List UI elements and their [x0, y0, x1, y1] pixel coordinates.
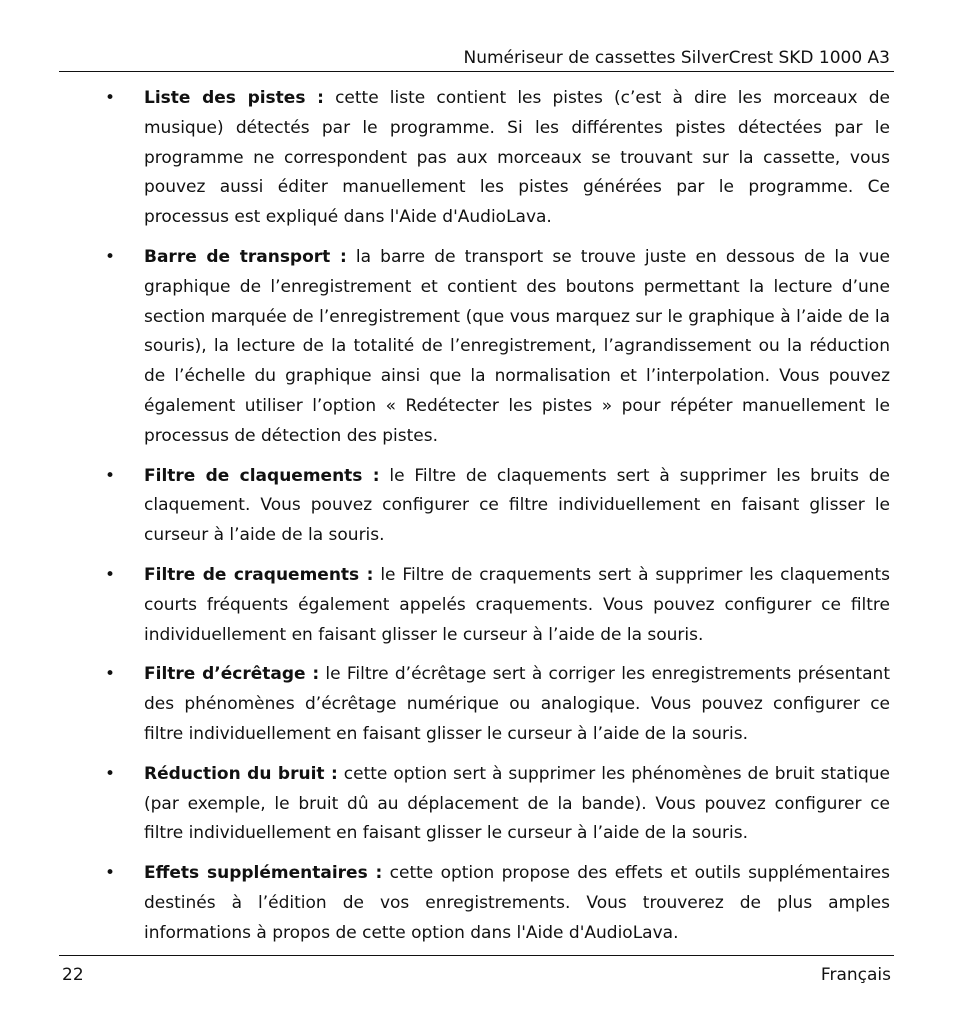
item-text [144, 84, 890, 233]
item-term: Filtre de craquements : [144, 564, 374, 585]
item-text [144, 760, 890, 849]
item-description: cette liste contient les pistes (c’est à dire les morceaux de musique) détectés par le programme. Si les différentes pistes détectées par le programme ne correspondent pas aux morceaux se trouvant sur la cassette, vous pouvez aussi éditer manuellement les pistes générées par le programme. Ce processus est expliqué dans l'Aide d'AudioLava. [144, 88, 890, 228]
item-term: Filtre d’écrêtage : [144, 664, 320, 685]
bullet-marker: • [105, 863, 116, 884]
item-text [144, 859, 890, 948]
item-description: cette option sert à supprimer les phénomènes de bruit statique (par exemple, le bruit dû au déplacement de la bande). Vous pouvez configurer ce filtre individuellement en faisant glisser le curseur à l’aide de la souris. [144, 763, 890, 844]
footer-language: Français [820, 965, 891, 985]
bullet-list [60, 84, 890, 959]
item-description: le Filtre de craquements sert à supprimer les claquements courts fréquents également appelés craquements. Vous pouvez configurer ce filtre individuellement en faisant glisser le curseur à l’aide de la souris. [144, 564, 891, 645]
item-description: la barre de transport se trouve juste en dessous de la vue graphique de l’enregistrement et contient des boutons permettant la lecture d’une section marquée de l’enregistrement (que vous marquez sur le graphique à l’aide de la souris), la lecture de la totalité de l’enregistrement, l’agrandissement ou la réduction de l’échelle du graphique ainsi que la normalisation et l’interpolation. Vous pouvez également utiliser l’option « Redétecter les pistes » pour répéter manuellement le processus de détection des pistes. [144, 246, 890, 446]
bullet-marker: • [105, 465, 116, 486]
item-text [144, 561, 890, 650]
item-term: Filtre de claquements : [144, 465, 380, 486]
item-text [144, 243, 890, 452]
list-item [60, 462, 890, 551]
bullet-marker: • [105, 564, 116, 585]
item-text [144, 462, 890, 551]
header-title: Numériseur de cassettes SilverCrest SKD 1000 A3 [463, 48, 890, 68]
item-term: Réduction du bruit : [144, 763, 338, 784]
bullet-marker: • [105, 664, 116, 685]
item-description: le Filtre d’écrêtage sert à corriger les enregistrements présentant des phénomènes d’écrêtage numérique ou analogique. Vous pouvez configurer ce filtre individuellement en faisant glisser le curseur à l’aide de la souris. [144, 664, 890, 744]
list-item [60, 660, 890, 749]
list-item [60, 561, 890, 650]
list-item [60, 243, 890, 452]
list-item [60, 859, 890, 948]
item-description: cette option propose des effets et outils supplémentaires destinés à l’édition de vos enregistrements. Vous trouverez de plus amples informations à propos de cette option dans l'Aide d'AudioLava. [144, 863, 890, 943]
list-item [60, 760, 890, 849]
bullet-marker: • [105, 246, 116, 267]
bullet-marker: • [105, 88, 116, 108]
item-term: Effets supplémentaires : [144, 863, 383, 884]
item-text [144, 660, 890, 749]
bullet-marker: • [105, 763, 116, 784]
item-term: Liste des pistes : [144, 88, 324, 108]
header-rule [59, 71, 894, 72]
item-description: le Filtre de claquements sert à supprimer les bruits de claquement. Vous pouvez configurer ce filtre individuellement en faisant glisser le curseur à l’aide de la souris. [144, 465, 891, 546]
page-number: 22 [62, 965, 84, 985]
item-term: Barre de transport : [144, 246, 347, 267]
list-item [60, 84, 890, 233]
footer-rule [59, 955, 894, 956]
